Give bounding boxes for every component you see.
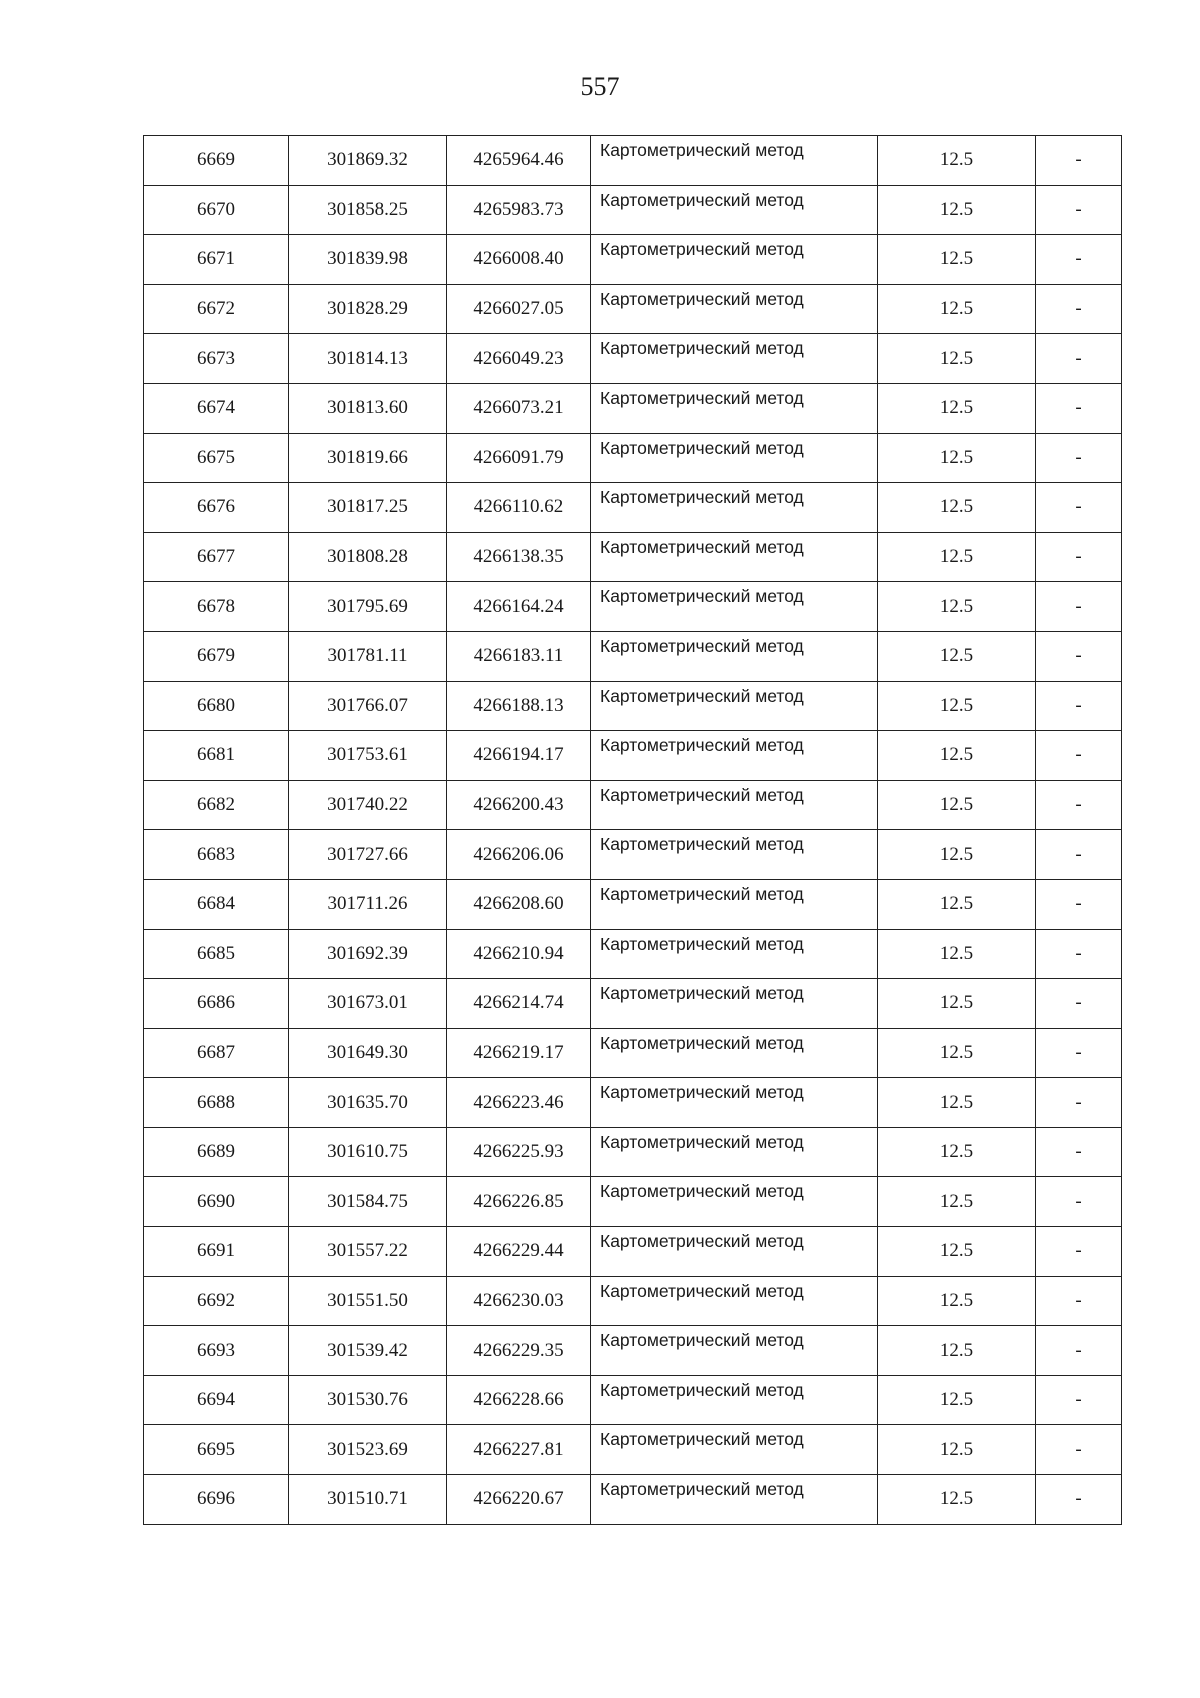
- accuracy-cell: 12.5: [878, 383, 1036, 433]
- accuracy-cell: 12.5: [878, 780, 1036, 830]
- point-number-cell: 6688: [144, 1078, 289, 1128]
- point-number-cell: 6677: [144, 532, 289, 582]
- accuracy-cell: 12.5: [878, 532, 1036, 582]
- table-row: [144, 1127, 1122, 1177]
- accuracy-cell: 12.5: [878, 879, 1036, 929]
- table-row: [144, 1276, 1122, 1326]
- method-cell: Картометрический метод: [591, 235, 878, 285]
- note-cell: -: [1036, 1028, 1122, 1078]
- y-coordinate-cell: 4266027.05: [447, 284, 591, 334]
- note-cell: -: [1036, 235, 1122, 285]
- accuracy-cell: 12.5: [878, 681, 1036, 731]
- point-number-cell: 6686: [144, 979, 289, 1029]
- method-cell: Картометрический метод: [591, 582, 878, 632]
- x-coordinate-cell: 301510.71: [289, 1475, 447, 1525]
- note-cell: -: [1036, 185, 1122, 235]
- x-coordinate-cell: 301610.75: [289, 1127, 447, 1177]
- note-cell: -: [1036, 284, 1122, 334]
- method-cell: Картометрический метод: [591, 1276, 878, 1326]
- method-cell: Картометрический метод: [591, 1028, 878, 1078]
- x-coordinate-cell: 301817.25: [289, 483, 447, 533]
- accuracy-cell: 12.5: [878, 1177, 1036, 1227]
- method-cell: Картометрический метод: [591, 1375, 878, 1425]
- accuracy-cell: 12.5: [878, 235, 1036, 285]
- table-row: [144, 532, 1122, 582]
- note-cell: -: [1036, 780, 1122, 830]
- point-number-cell: 6682: [144, 780, 289, 830]
- note-cell: -: [1036, 1127, 1122, 1177]
- x-coordinate-cell: 301753.61: [289, 731, 447, 781]
- x-coordinate-cell: 301795.69: [289, 582, 447, 632]
- method-cell: Картометрический метод: [591, 1425, 878, 1475]
- note-cell: -: [1036, 1326, 1122, 1376]
- table-row: [144, 1425, 1122, 1475]
- coordinates-table: [143, 135, 1122, 1525]
- y-coordinate-cell: 4266223.46: [447, 1078, 591, 1128]
- x-coordinate-cell: 301530.76: [289, 1375, 447, 1425]
- method-cell: Картометрический метод: [591, 681, 878, 731]
- table-row: [144, 1177, 1122, 1227]
- y-coordinate-cell: 4266183.11: [447, 631, 591, 681]
- y-coordinate-cell: 4266229.35: [447, 1326, 591, 1376]
- accuracy-cell: 12.5: [878, 631, 1036, 681]
- y-coordinate-cell: 4266227.81: [447, 1425, 591, 1475]
- point-number-cell: 6689: [144, 1127, 289, 1177]
- note-cell: -: [1036, 532, 1122, 582]
- table-row: [144, 1375, 1122, 1425]
- method-cell: Картометрический метод: [591, 1177, 878, 1227]
- point-number-cell: 6673: [144, 334, 289, 384]
- accuracy-cell: 12.5: [878, 284, 1036, 334]
- note-cell: -: [1036, 1227, 1122, 1277]
- y-coordinate-cell: 4266229.44: [447, 1227, 591, 1277]
- x-coordinate-cell: 301813.60: [289, 383, 447, 433]
- point-number-cell: 6695: [144, 1425, 289, 1475]
- method-cell: Картометрический метод: [591, 1227, 878, 1277]
- accuracy-cell: 12.5: [878, 979, 1036, 1029]
- table-row: [144, 780, 1122, 830]
- method-cell: Картометрический метод: [591, 780, 878, 830]
- accuracy-cell: 12.5: [878, 334, 1036, 384]
- note-cell: -: [1036, 136, 1122, 186]
- point-number-cell: 6680: [144, 681, 289, 731]
- point-number-cell: 6687: [144, 1028, 289, 1078]
- x-coordinate-cell: 301819.66: [289, 433, 447, 483]
- y-coordinate-cell: 4266200.43: [447, 780, 591, 830]
- y-coordinate-cell: 4266230.03: [447, 1276, 591, 1326]
- note-cell: -: [1036, 582, 1122, 632]
- method-cell: Картометрический метод: [591, 284, 878, 334]
- table-row: [144, 631, 1122, 681]
- x-coordinate-cell: 301551.50: [289, 1276, 447, 1326]
- accuracy-cell: 12.5: [878, 582, 1036, 632]
- x-coordinate-cell: 301539.42: [289, 1326, 447, 1376]
- method-cell: Картометрический метод: [591, 1127, 878, 1177]
- x-coordinate-cell: 301584.75: [289, 1177, 447, 1227]
- note-cell: -: [1036, 879, 1122, 929]
- table-row: [144, 334, 1122, 384]
- table-row: [144, 433, 1122, 483]
- accuracy-cell: 12.5: [878, 1028, 1036, 1078]
- y-coordinate-cell: 4266220.67: [447, 1475, 591, 1525]
- table-row: [144, 929, 1122, 979]
- x-coordinate-cell: 301781.11: [289, 631, 447, 681]
- accuracy-cell: 12.5: [878, 1127, 1036, 1177]
- note-cell: -: [1036, 1425, 1122, 1475]
- table-row: [144, 830, 1122, 880]
- accuracy-cell: 12.5: [878, 1375, 1036, 1425]
- accuracy-cell: 12.5: [878, 830, 1036, 880]
- y-coordinate-cell: 4266206.06: [447, 830, 591, 880]
- note-cell: -: [1036, 979, 1122, 1029]
- y-coordinate-cell: 4266188.13: [447, 681, 591, 731]
- y-coordinate-cell: 4266214.74: [447, 979, 591, 1029]
- y-coordinate-cell: 4266219.17: [447, 1028, 591, 1078]
- point-number-cell: 6694: [144, 1375, 289, 1425]
- x-coordinate-cell: 301808.28: [289, 532, 447, 582]
- x-coordinate-cell: 301692.39: [289, 929, 447, 979]
- accuracy-cell: 12.5: [878, 136, 1036, 186]
- accuracy-cell: 12.5: [878, 1326, 1036, 1376]
- x-coordinate-cell: 301523.69: [289, 1425, 447, 1475]
- x-coordinate-cell: 301557.22: [289, 1227, 447, 1277]
- table-row: [144, 483, 1122, 533]
- accuracy-cell: 12.5: [878, 929, 1036, 979]
- x-coordinate-cell: 301858.25: [289, 185, 447, 235]
- table-row: [144, 284, 1122, 334]
- method-cell: Картометрический метод: [591, 185, 878, 235]
- table-row: [144, 235, 1122, 285]
- accuracy-cell: 12.5: [878, 185, 1036, 235]
- x-coordinate-cell: 301869.32: [289, 136, 447, 186]
- method-cell: Картометрический метод: [591, 929, 878, 979]
- method-cell: Картометрический метод: [591, 631, 878, 681]
- page-number: 557: [580, 72, 620, 101]
- y-coordinate-cell: 4266091.79: [447, 433, 591, 483]
- table-row: [144, 681, 1122, 731]
- point-number-cell: 6683: [144, 830, 289, 880]
- x-coordinate-cell: 301740.22: [289, 780, 447, 830]
- note-cell: -: [1036, 1276, 1122, 1326]
- note-cell: -: [1036, 433, 1122, 483]
- table-row: [144, 1028, 1122, 1078]
- method-cell: Картометрический метод: [591, 1326, 878, 1376]
- point-number-cell: 6672: [144, 284, 289, 334]
- note-cell: -: [1036, 1177, 1122, 1227]
- x-coordinate-cell: 301673.01: [289, 979, 447, 1029]
- method-cell: Картометрический метод: [591, 334, 878, 384]
- x-coordinate-cell: 301711.26: [289, 879, 447, 929]
- table-body: [144, 136, 1122, 1525]
- method-cell: Картометрический метод: [591, 483, 878, 533]
- y-coordinate-cell: 4266208.60: [447, 879, 591, 929]
- note-cell: -: [1036, 483, 1122, 533]
- x-coordinate-cell: 301839.98: [289, 235, 447, 285]
- y-coordinate-cell: 4265983.73: [447, 185, 591, 235]
- note-cell: -: [1036, 1475, 1122, 1525]
- point-number-cell: 6669: [144, 136, 289, 186]
- note-cell: -: [1036, 929, 1122, 979]
- method-cell: Картометрический метод: [591, 136, 878, 186]
- method-cell: Картометрический метод: [591, 1078, 878, 1128]
- method-cell: Картометрический метод: [591, 383, 878, 433]
- y-coordinate-cell: 4266073.21: [447, 383, 591, 433]
- accuracy-cell: 12.5: [878, 1227, 1036, 1277]
- table-row: [144, 879, 1122, 929]
- point-number-cell: 6690: [144, 1177, 289, 1227]
- x-coordinate-cell: 301727.66: [289, 830, 447, 880]
- y-coordinate-cell: 4265964.46: [447, 136, 591, 186]
- method-cell: Картометрический метод: [591, 1475, 878, 1525]
- x-coordinate-cell: 301766.07: [289, 681, 447, 731]
- y-coordinate-cell: 4266228.66: [447, 1375, 591, 1425]
- point-number-cell: 6684: [144, 879, 289, 929]
- table-row: [144, 582, 1122, 632]
- y-coordinate-cell: 4266225.93: [447, 1127, 591, 1177]
- point-number-cell: 6675: [144, 433, 289, 483]
- table-row: [144, 1227, 1122, 1277]
- method-cell: Картометрический метод: [591, 879, 878, 929]
- point-number-cell: 6670: [144, 185, 289, 235]
- point-number-cell: 6681: [144, 731, 289, 781]
- table-row: [144, 1475, 1122, 1525]
- y-coordinate-cell: 4266008.40: [447, 235, 591, 285]
- note-cell: -: [1036, 334, 1122, 384]
- table-row: [144, 731, 1122, 781]
- accuracy-cell: 12.5: [878, 1475, 1036, 1525]
- note-cell: -: [1036, 383, 1122, 433]
- point-number-cell: 6691: [144, 1227, 289, 1277]
- table-row: [144, 136, 1122, 186]
- note-cell: -: [1036, 681, 1122, 731]
- note-cell: -: [1036, 830, 1122, 880]
- point-number-cell: 6678: [144, 582, 289, 632]
- point-number-cell: 6679: [144, 631, 289, 681]
- point-number-cell: 6671: [144, 235, 289, 285]
- note-cell: -: [1036, 631, 1122, 681]
- y-coordinate-cell: 4266110.62: [447, 483, 591, 533]
- accuracy-cell: 12.5: [878, 483, 1036, 533]
- method-cell: Картометрический метод: [591, 830, 878, 880]
- x-coordinate-cell: 301814.13: [289, 334, 447, 384]
- y-coordinate-cell: 4266138.35: [447, 532, 591, 582]
- y-coordinate-cell: 4266164.24: [447, 582, 591, 632]
- table-row: [144, 1078, 1122, 1128]
- accuracy-cell: 12.5: [878, 433, 1036, 483]
- x-coordinate-cell: 301635.70: [289, 1078, 447, 1128]
- point-number-cell: 6693: [144, 1326, 289, 1376]
- point-number-cell: 6676: [144, 483, 289, 533]
- table-row: [144, 979, 1122, 1029]
- x-coordinate-cell: 301828.29: [289, 284, 447, 334]
- method-cell: Картометрический метод: [591, 532, 878, 582]
- point-number-cell: 6685: [144, 929, 289, 979]
- table-row: [144, 1326, 1122, 1376]
- method-cell: Картометрический метод: [591, 731, 878, 781]
- accuracy-cell: 12.5: [878, 1276, 1036, 1326]
- note-cell: -: [1036, 1078, 1122, 1128]
- accuracy-cell: 12.5: [878, 1078, 1036, 1128]
- point-number-cell: 6674: [144, 383, 289, 433]
- x-coordinate-cell: 301649.30: [289, 1028, 447, 1078]
- method-cell: Картометрический метод: [591, 979, 878, 1029]
- y-coordinate-cell: 4266226.85: [447, 1177, 591, 1227]
- method-cell: Картометрический метод: [591, 433, 878, 483]
- note-cell: -: [1036, 1375, 1122, 1425]
- accuracy-cell: 12.5: [878, 731, 1036, 781]
- accuracy-cell: 12.5: [878, 1425, 1036, 1475]
- y-coordinate-cell: 4266194.17: [447, 731, 591, 781]
- table-row: [144, 185, 1122, 235]
- y-coordinate-cell: 4266210.94: [447, 929, 591, 979]
- point-number-cell: 6696: [144, 1475, 289, 1525]
- y-coordinate-cell: 4266049.23: [447, 334, 591, 384]
- table-row: [144, 383, 1122, 433]
- point-number-cell: 6692: [144, 1276, 289, 1326]
- note-cell: -: [1036, 731, 1122, 781]
